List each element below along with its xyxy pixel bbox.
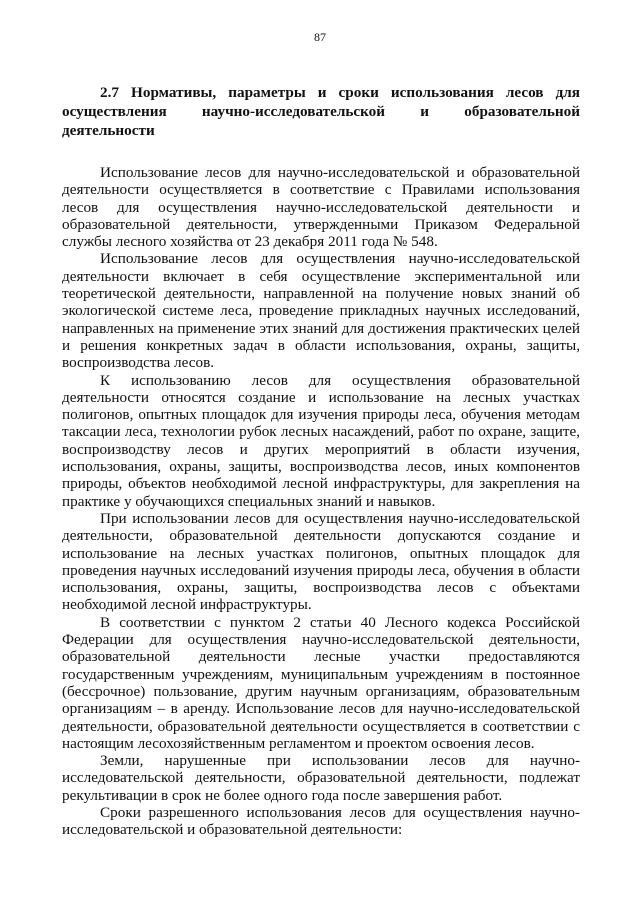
paragraph: В соответствии с пунктом 2 статьи 40 Лесного кодекса Российской Федерации для осуществления научно-исследовательской деятельности, образовательной деятельности лесные участки предоставляются государственным учреждениям, муниципальным учреждениям в постоянное (бессрочное) пользование, другим научным организациям, образовательным организациям – в аренду. Использование лесов для научно-исследовательской деятельности, образовательной деятельности осуществляется в соответствии с настоящим лесохозяйственным регламентом и проектом освоения лесов. xyxy=(62,613,580,752)
paragraph: Земли, нарушенные при использовании лесов для научно-исследовательской деятельности, образовательной деятельности, подлежат рекультивации в срок не более одного года после завершения работ. xyxy=(62,752,580,804)
page-number: 87 xyxy=(314,30,326,44)
paragraph: При использовании лесов для осуществления научно-исследовательской деятельности, образовательной деятельности допускаются создание и использование на лесных участках полигонов, опытных площадок для проведения научных исследований изучения природы леса, обучения в области использования, охраны, защиты, воспроизводства лесов с объектами необходимой лесной инфраструктуры. xyxy=(62,509,580,614)
paragraph: Сроки разрешенного использования лесов для осуществления научно-исследовательской и образовательной деятельности: xyxy=(62,803,580,839)
section-heading: 2.7 Нормативы, параметры и сроки использования лесов для осуществления научно-исследовательской и образовательной деятельности xyxy=(62,84,580,139)
paragraph: Использование лесов для осуществления научно-исследовательской деятельности включает в себя осуществление экспериментальной или теоретической деятельности, направленной на получение новых знаний об экологической системе леса, проведение прикладных научных исследований, направленных на применение этих знаний для достижения практических целей и решения конкретных задач в области использования, охраны, защиты, воспроизводства лесов. xyxy=(62,250,580,372)
paragraph: К использованию лесов для осуществления образовательной деятельности относятся создание и использование на лесных участках полигонов, опытных площадок для изучения природы леса, обучения методам таксации леса, технологии рубок лесных насаждений, работ по охране, защите, воспроизводству лесов и других мероприятий в области изучения, использования, охраны, защиты, воспроизводства лесов, иных компонентов природы, объектов необходимой лесной инфраструктуры, для закрепления на практике у обучающихся специальных знаний и навыков. xyxy=(62,371,580,510)
paragraph: Использование лесов для научно-исследовательской и образовательной деятельности осуществляется в соответствие с Правилами использования лесов для осуществления научно-исследовательской деятельности и образовательной деятельности, утвержденными Приказом Федеральной службы лесного хозяйства от 23 декабря 2011 года № 548. xyxy=(62,164,580,251)
document-body xyxy=(62,83,580,839)
